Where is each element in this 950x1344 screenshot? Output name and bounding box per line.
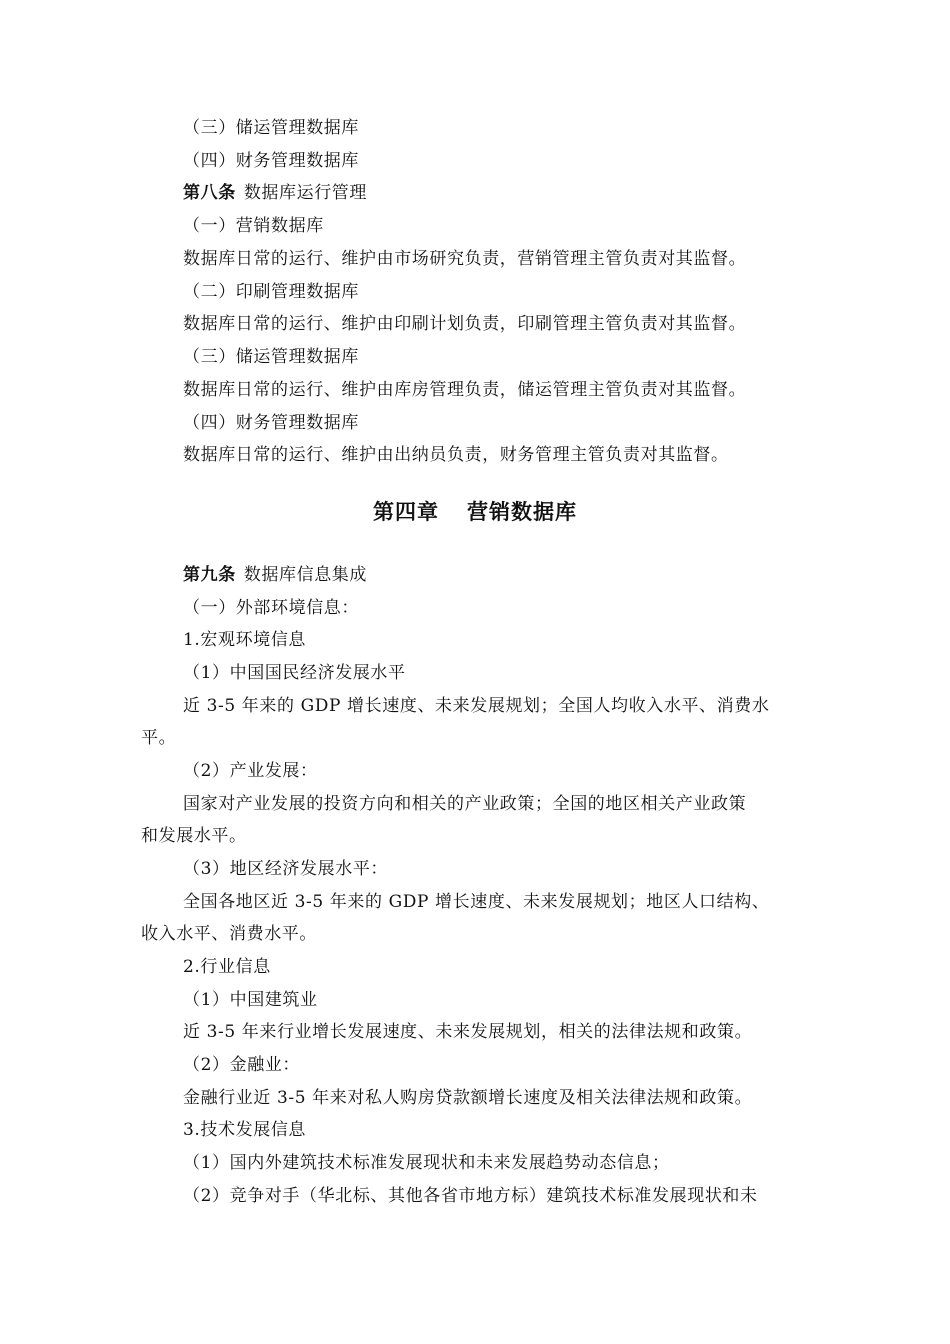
article-label: 第八条 (183, 183, 236, 203)
text-line: 近 3-5 年来的 GDP 增长速度、未来发展规划；全国人均收入水平、消费水 (183, 696, 770, 716)
article-label: 第九条 (183, 565, 236, 585)
text-line: 1.宏观环境信息 (183, 630, 307, 650)
text-line: 近 3-5 年来行业增长发展速度、未来发展规划，相关的法律法规和政策。 (183, 1022, 753, 1042)
text-line: （1）国内外建筑技术标准发展现状和未来发展趋势动态信息； (183, 1153, 670, 1173)
article-heading (183, 563, 367, 587)
chapter-name: 营销数据库 (467, 500, 577, 524)
text-line: 和发展水平。 (141, 826, 247, 846)
chapter-title (0, 497, 950, 527)
text-line: 数据库日常的运行、维护由出纳员负责，财务管理主管负责对其监督。 (183, 445, 729, 465)
text-line: 收入水平、消费水平。 (141, 924, 317, 944)
text-line: 2.行业信息 (183, 957, 271, 977)
text-line: 金融行业近 3-5 年来对私人购房贷款额增长速度及相关法律法规和政策。 (183, 1088, 753, 1108)
text-line: （三）储运管理数据库 (183, 347, 359, 367)
text-line: （一）外部环境信息： (183, 598, 359, 618)
text-line: 国家对产业发展的投资方向和相关的产业政策；全国的地区相关产业政策 (183, 794, 747, 814)
text-line: （2）金融业： (183, 1055, 301, 1075)
article-title: 数据库信息集成 (243, 565, 368, 585)
text-line: （1）中国建筑业 (183, 990, 318, 1010)
text-line: （二）印刷管理数据库 (183, 282, 359, 302)
text-line: （2）产业发展： (183, 761, 318, 781)
chapter-number: 第四章 (373, 500, 439, 524)
text-line: （四）财务管理数据库 (183, 413, 359, 433)
text-line: （四）财务管理数据库 (183, 151, 359, 171)
article-heading (183, 181, 367, 205)
article-title: 数据库运行管理 (243, 183, 368, 203)
text-line: （2）竞争对手（华北标、其他各省市地方标）建筑技术标准发展现状和未 (183, 1186, 758, 1206)
text-line: （三）储运管理数据库 (183, 118, 359, 138)
text-line: 3.技术发展信息 (183, 1120, 307, 1140)
text-line: 平。 (141, 728, 177, 748)
text-line: 数据库日常的运行、维护由库房管理负责，储运管理主管负责对其监督。 (183, 380, 747, 400)
text-line: 全国各地区近 3-5 年来的 GDP 增长速度、未来发展规划；地区人口结构、 (183, 892, 770, 912)
text-line: （一）营销数据库 (183, 216, 324, 236)
text-line: （1）中国国民经济发展水平 (183, 663, 406, 683)
text-line: 数据库日常的运行、维护由市场研究负责，营销管理主管负责对其监督。 (183, 249, 747, 269)
text-line: （3）地区经济发展水平： (183, 859, 389, 879)
text-line: 数据库日常的运行、维护由印刷计划负责，印刷管理主管负责对其监督。 (183, 314, 747, 334)
